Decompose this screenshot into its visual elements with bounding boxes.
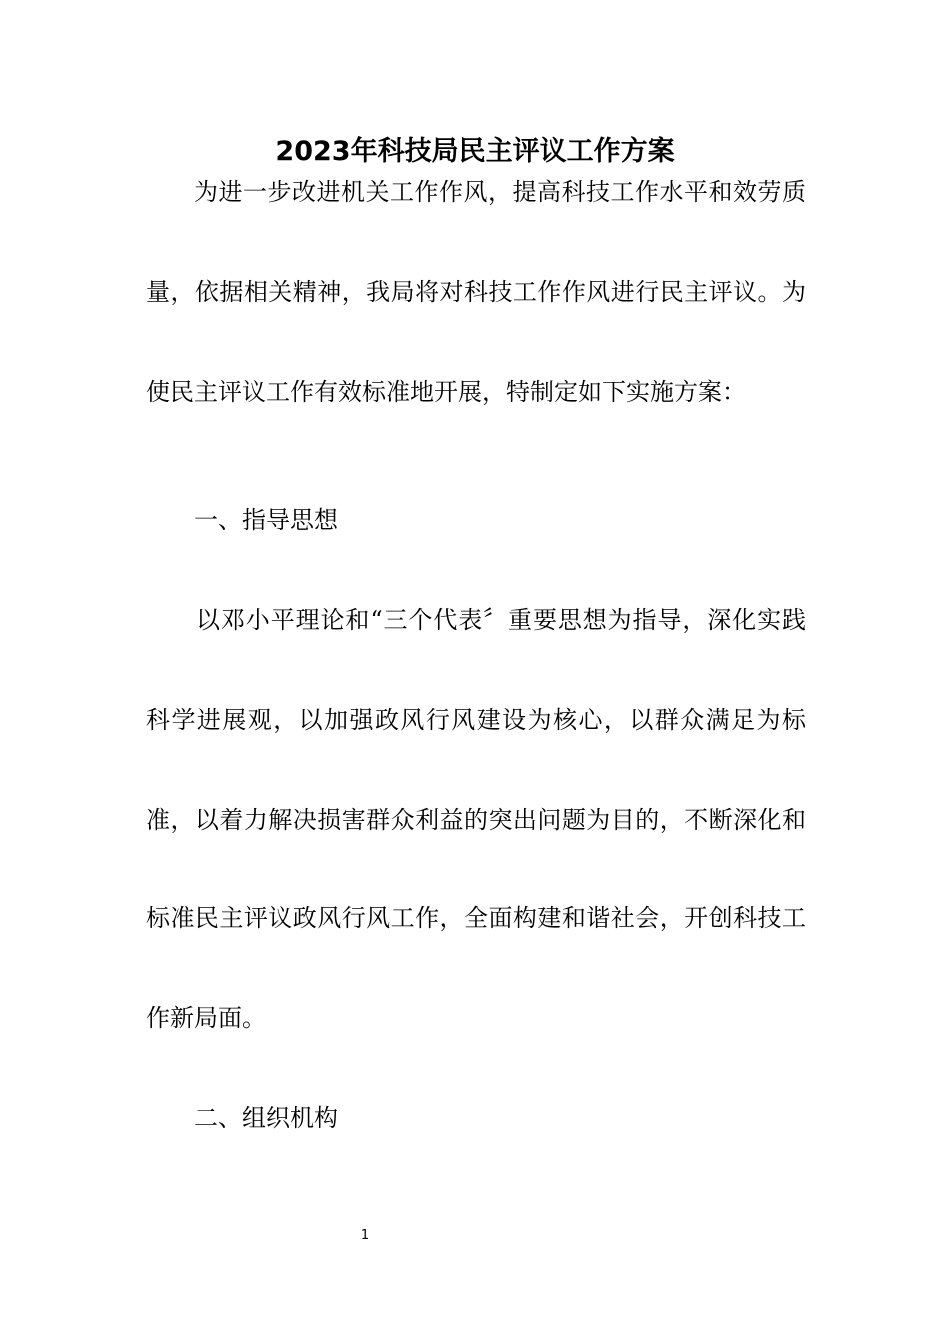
paragraph-line: 使民主评议工作有效标准地开展，特制定如下实施方案： xyxy=(146,378,746,406)
page-number: 1 xyxy=(360,1228,370,1243)
document-title: 2023年科技局民主评议工作方案 xyxy=(275,136,675,167)
paragraph-line: 准，以着力解决损害群众利益的突出问题为目的，不断深化和 xyxy=(146,806,806,834)
paragraph-line: 为进一步改进机关工作作风，提高科技工作水平和效劳质 xyxy=(194,178,806,206)
section-heading-organization: 二、组织机构 xyxy=(194,1104,338,1132)
paragraph-line: 以邓小平理论和“三个代表〞重要思想为指导，深化实践 xyxy=(196,606,806,634)
paragraph-line: 标准民主评议政风行风工作，全面构建和谐社会，开创科技工 xyxy=(146,904,806,932)
paragraph-line: 科学进展观，以加强政风行风建设为核心，以群众满足为标 xyxy=(146,706,806,734)
section-heading-guiding-ideology: 一、指导思想 xyxy=(194,506,338,534)
paragraph-line: 量，依据相关精神，我局将对科技工作作风进行民主评议。为 xyxy=(146,278,806,306)
paragraph-line: 作新局面。 xyxy=(146,1004,266,1032)
